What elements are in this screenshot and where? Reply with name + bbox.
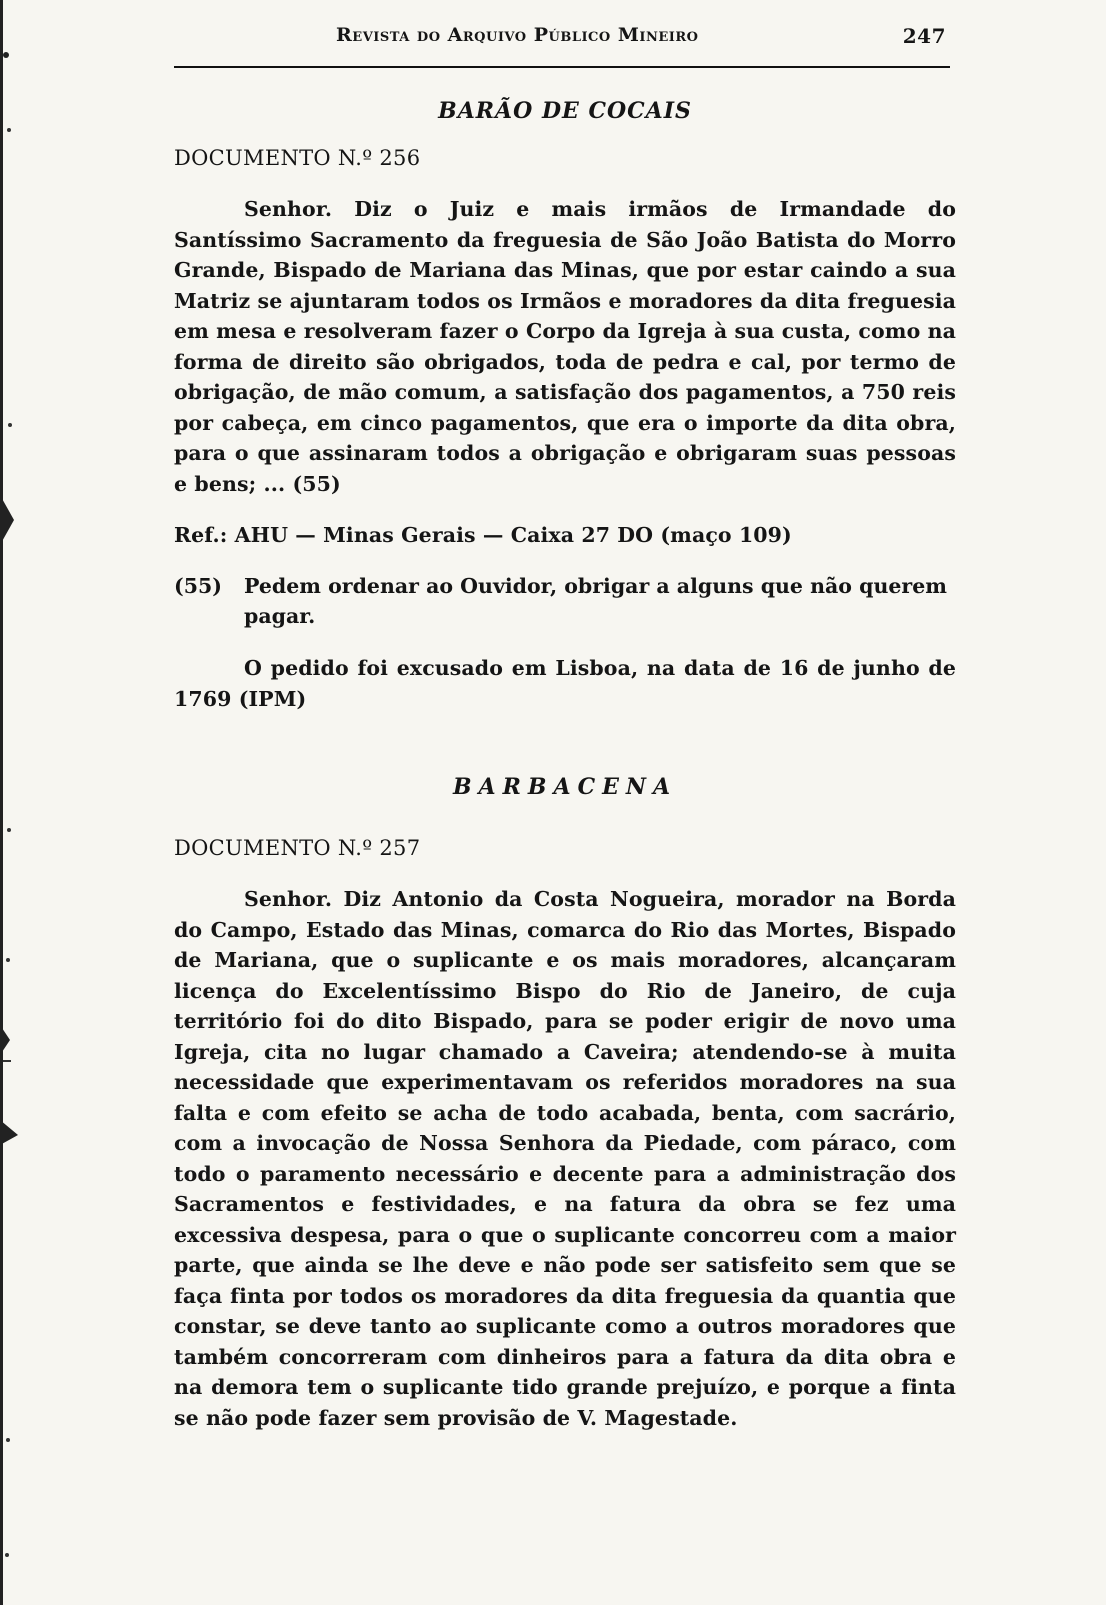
section-heading-barbacena: BARBACENA: [452, 774, 678, 800]
footnote-text: Pedem ordenar ao Ouvidor, obrigar a alguns que não querem pagar.: [244, 574, 947, 628]
outcome-256: O pedido foi excusado em Lisboa, na data de 16 de junho de 1769 (IPM): [174, 656, 956, 711]
document-label-257: DOCUMENTO N.º 257: [174, 836, 421, 860]
document-body-257: Senhor. Diz Antonio da Costa Nogueira, morador na Borda do Campo, Estado das Minas, comarca do Rio das Mortes, Bispado de Mariana, que o suplicante e os mais moradores, alcançaram licença do Excelentíssimo Bispo do Rio de Janeiro, de cuja território foi do dito Bispado, para se poder erigir de novo uma Igreja, cita no lugar chamado a Caveira; atendendo-se à muita necessidade que experimentavam os referidos moradores na sua falta e com efeito se acha de todo acabada, benta, com sacrário, com a invocação de Nossa Senhora da Piedade, com páraco, com todo o paramento necessário e decente para a administração dos Sacramentos e festividades, e na fatura da obra se fez uma excessiva despesa, para o que o suplicante concorreu com a maior parte, que ainda se lhe deve e não pode ser satisfeito sem que se faça finta por todos os moradores da dita freguesia da quantia que constar, se deve tanto ao suplicante como a outros moradores que também concorreram com dinheiros para a fatura da dita obra e na demora tem o suplicante tido grande prejuízo, e porque a finta se não pode fazer sem provisão de V. Magestade.: [174, 887, 956, 1430]
document-body-256: Senhor. Diz o Juiz e mais irmãos de Irmandade do Santíssimo Sacramento da freguesia de São João Batista do Morro Grande, Bispado de Mariana das Minas, que por estar caindo a sua Matriz se ajuntaram todos os Irmãos e moradores da dita freguesia em mesa e resolveram fazer o Corpo da Igreja à sua custa, como na forma de direito são obrigados, toda de pedra e cal, por termo de obrigação, de mão comum, a satisfação dos pagamentos, a 750 reis por cabeça, em cinco pagamentos, que era o importe da dita obra, para o que assinaram todos a obrigação e obrigaram suas pessoas e bens; ... (55): [174, 197, 956, 496]
reference-256: Ref.: AHU — Minas Gerais — Caixa 27 DO (maço 109): [174, 523, 792, 547]
header-rule: [174, 66, 950, 68]
footnote-mark: (55): [174, 574, 222, 598]
page-content: [174, 24, 956, 1454]
scan-edge-marks: [0, 0, 28, 1605]
journal-title: Revista do Arquivo Público Mineiro: [336, 24, 699, 46]
running-header: [174, 24, 956, 62]
section-heading-barao-de-cocais: BARÃO DE COCAIS: [438, 98, 692, 124]
document-label-256: DOCUMENTO N.º 256: [174, 146, 421, 170]
page-number: 247: [902, 24, 946, 48]
footnote-55: [174, 571, 956, 631]
